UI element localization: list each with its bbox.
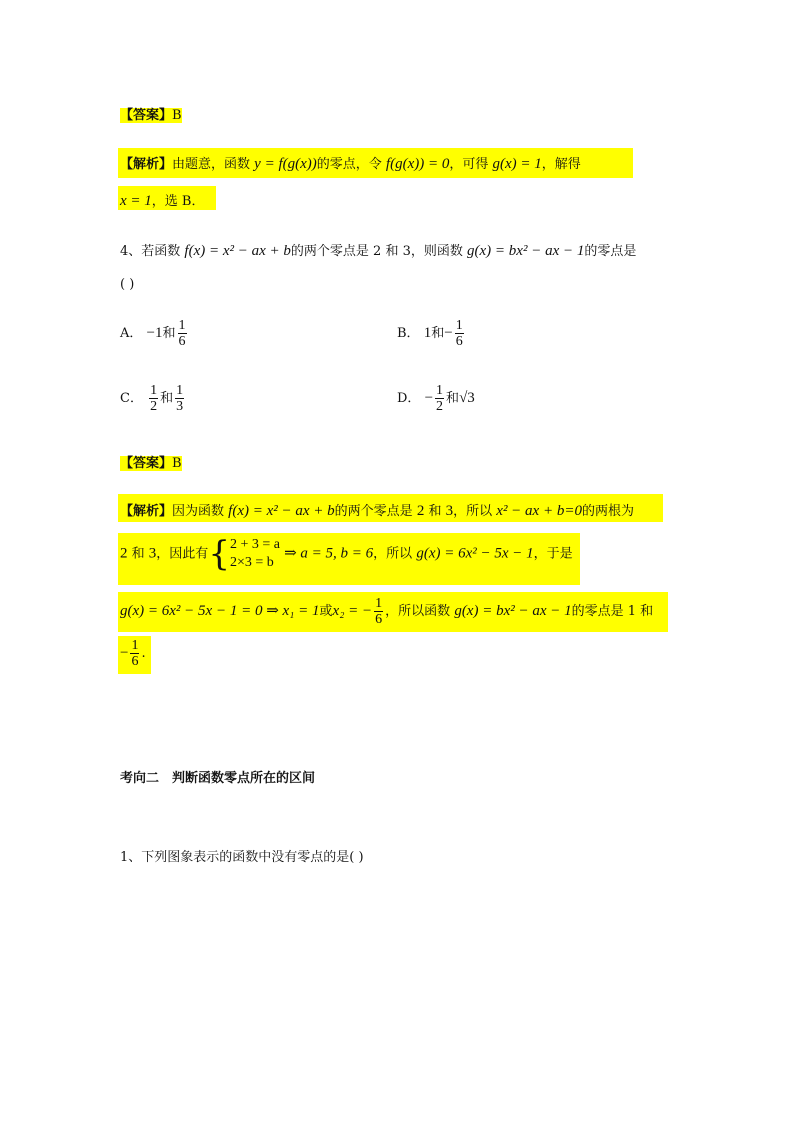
analysis-text: ，选 B． (151, 194, 205, 209)
number: 2 (416, 503, 425, 519)
formula: f(x) = x² − ax + b (228, 503, 335, 519)
option-d[interactable] (397, 383, 475, 414)
formula: f(g(x)) = 0 (385, 156, 450, 172)
fraction: $\frac{1}{2}$ (150, 383, 158, 414)
option-a[interactable] (120, 318, 189, 349)
formula: g(x) = 6x² − 5x − 1 = 0 ⇒ x₁ = 1 (120, 603, 320, 619)
fraction: $\frac{1}{3}$ (176, 383, 184, 414)
formula: g(x) = 1 (492, 156, 542, 172)
analysis-text: 的两根为 (581, 504, 634, 519)
analysis2-line-3 (120, 596, 653, 627)
section-title: 考向二 判断函数零点所在的区间 (120, 771, 316, 786)
question-text: 的两个零点是 2 和 3，则函数 (290, 244, 463, 259)
analysis-text: 由题意，函数 (172, 157, 251, 172)
number: 3 (445, 503, 454, 519)
analysis-text: ，因此有 (156, 546, 209, 562)
option-c[interactable] (120, 383, 186, 414)
analysis-text: . (141, 646, 146, 661)
formula: x = 1 (120, 193, 152, 209)
answer-line-1 (120, 104, 182, 123)
answer-value: B (172, 108, 182, 123)
question-number: 4、若函数 (120, 244, 181, 259)
formula: g(x) = bx² − ax − 1 (454, 603, 572, 619)
analysis-text: 因为函数 (172, 504, 225, 519)
option-value: −1 (146, 325, 163, 341)
answer-line-2 (120, 452, 182, 471)
answer-label: 【答案】 (120, 108, 173, 123)
fraction: $\frac{1}{6}$ (178, 318, 186, 349)
answer-paren: ( ) (120, 277, 135, 292)
fraction: $\frac{1}{6}$ (455, 318, 463, 349)
analysis-text: 的零点是 1 和 (571, 604, 654, 619)
analysis-text: 和 (428, 504, 442, 519)
option-join: 和 (446, 391, 460, 406)
analysis-text: ，所以 (373, 546, 413, 562)
minus-sign: − (444, 325, 453, 341)
formula: x² − ax + b=0 (496, 503, 582, 519)
formula: y = f(g(x)) (254, 156, 317, 172)
option-join: 和 (160, 391, 174, 406)
sqrt-value: √3 (459, 390, 475, 406)
analysis1-line-2 (120, 190, 204, 210)
option-join: 和 (162, 326, 176, 341)
analysis-text: ，所以 (453, 504, 493, 519)
analysis-label: 【解析】 (120, 157, 173, 172)
fraction: $\frac{1}{6}$ (131, 638, 139, 669)
fraction: $\frac{1}{2}$ (436, 383, 444, 414)
answer-value: B (172, 456, 182, 471)
number: 2 (120, 545, 128, 562)
analysis-text: ，所以函数 (385, 604, 451, 619)
minus-sign: − (424, 390, 434, 406)
analysis-label: 【解析】 (120, 504, 173, 519)
formula: g(x) = 6x² − 5x − 1 (416, 545, 534, 562)
analysis-text: 和 (131, 546, 145, 562)
analysis-text: 的零点，令 (316, 157, 382, 172)
question-text: 的零点是 (584, 244, 637, 259)
analysis-text: ，解得 (541, 157, 581, 172)
equation-system: 2 + 3 = a 2×3 = b (229, 537, 280, 570)
answer-label: 【答案】 (120, 456, 173, 471)
fraction: $\frac{1}{6}$ (375, 596, 383, 627)
analysis2-line-2 (120, 536, 573, 572)
analysis-text: ，于是 (533, 546, 573, 562)
analysis-text: ，可得 (449, 157, 489, 172)
analysis2-line-4 (120, 638, 146, 669)
formula: f(x) = x² − ax + b (184, 243, 291, 259)
option-letter: B． (397, 326, 420, 341)
left-brace: { (208, 534, 230, 574)
analysis1-line-1 (120, 153, 581, 173)
option-letter: D． (397, 391, 421, 406)
option-letter: A． (120, 326, 143, 341)
question-4 (120, 240, 636, 260)
option-join: 和 (431, 326, 445, 341)
analysis-text: 的两个零点是 (334, 504, 413, 519)
minus-sign: − (120, 645, 129, 661)
formula: ⇒ a = 5, b = 6 (284, 545, 374, 562)
option-b[interactable] (397, 318, 466, 349)
analysis2-line-1 (120, 500, 634, 520)
analysis-text: 或 (319, 604, 333, 619)
option-value: 1 (423, 325, 432, 341)
formula: x₂ = − (332, 603, 373, 619)
number: 3 (148, 545, 157, 562)
formula: g(x) = bx² − ax − 1 (467, 243, 585, 259)
question-1: 1、下列图象表示的函数中没有零点的是( ) (120, 850, 364, 865)
option-letter: C． (120, 391, 143, 406)
